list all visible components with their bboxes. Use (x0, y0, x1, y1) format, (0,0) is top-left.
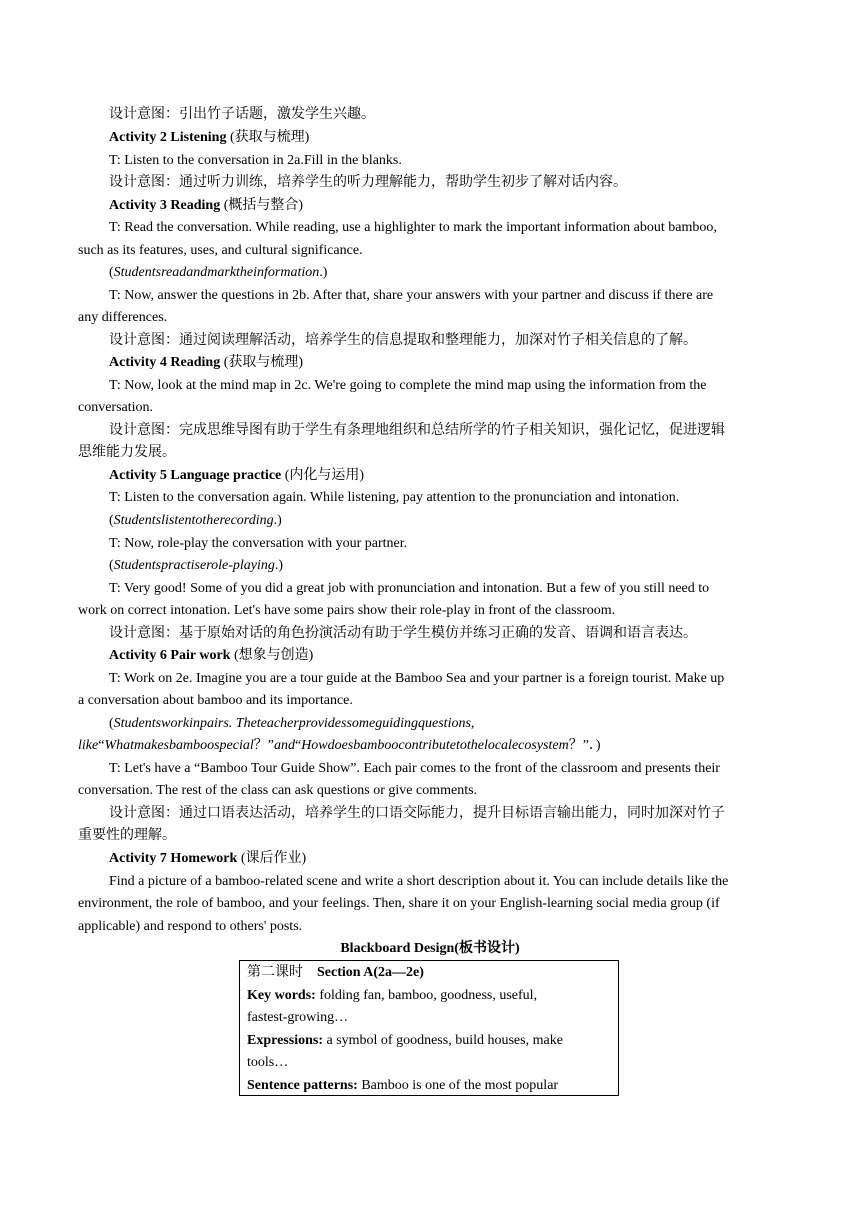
italic-text: Whatmakesbamboospecial (104, 738, 254, 753)
text: 设计意图：完成思维导图有助于学生有条理地组织和总结所学的竹子相关知识，强化记忆，促进逻辑 (109, 423, 725, 438)
activity-title: Activity 2 Listening (109, 130, 227, 145)
text: T: Now, answer the questions in 2b. After that, share your answers with your partner and discuss if there are (109, 288, 714, 303)
italic-text: and (273, 738, 295, 753)
design-intent-1 (0, 106, 860, 123)
text: .) (273, 513, 282, 528)
text: ？” (253, 738, 274, 753)
activity-title: Activity 4 Reading (109, 355, 221, 370)
text: 设计意图：基于原始对话的角色扮演活动有助于学生模仿并练习正确的发音、语调和语言表达。 (109, 626, 697, 641)
italic-text: like (78, 738, 99, 753)
activity-tag: (想象与创造) (230, 648, 314, 663)
paragraph-line (0, 399, 860, 416)
text: ( (109, 558, 114, 573)
sentence-patterns-label: Sentence patterns: (247, 1078, 358, 1093)
activity-title: Activity 7 Homework (109, 851, 238, 866)
italic-text: Studentsworkinpairs (113, 716, 229, 731)
text: conversation. (78, 400, 154, 415)
paragraph-line (0, 873, 860, 890)
text: ( (109, 716, 114, 731)
text: ( (109, 265, 114, 280)
design-intent-5 (0, 625, 860, 642)
text: Find a picture of a bamboo-related scene and write a short description about it. You can include details like the (109, 874, 729, 889)
italic-text: . (228, 716, 236, 731)
text: tools… (247, 1055, 289, 1070)
activity-4-heading (0, 354, 860, 371)
text: 重要性的理解。 (78, 828, 176, 843)
stage-direction-cont (0, 737, 860, 754)
paragraph-line (0, 670, 860, 687)
italic-text: Studentsreadandmarktheinformation (113, 265, 320, 280)
keywords-label: Key words: (247, 988, 316, 1003)
paragraph-line (0, 580, 860, 597)
text: .) (274, 558, 284, 573)
stage-direction (0, 557, 860, 574)
text: 设计意图：通过阅读理解活动，培养学生的信息提取和整理能力，加深对竹子相关信息的了解。 (109, 333, 697, 348)
design-intent-3 (0, 332, 860, 349)
expressions-label: Expressions: (247, 1033, 323, 1048)
board-keywords (247, 987, 537, 1004)
text: T: Let's have a “Bamboo Tour Guide Show”. Each pair comes to the front of the classroom and presents their (109, 761, 720, 776)
paragraph-line (0, 242, 860, 259)
text: “ (294, 738, 302, 753)
text: T: Listen to the conversation again. While listening, pay attention to the pronunciation and intonation. (109, 490, 680, 505)
design-intent-4-cont (0, 444, 860, 461)
text: environment, the role of bamboo, and your feelings. Then, share it on your English-learning social media group (if (78, 896, 720, 911)
activity-tag: (获取与梳理) (226, 130, 310, 145)
paragraph-line (0, 602, 860, 619)
activity-3-heading (0, 197, 860, 214)
text: work on correct intonation. Let's have some pairs show their role-play in front of the classroom. (78, 603, 616, 618)
italic-text: Studentslistentotherecording (113, 513, 274, 528)
stage-direction (0, 512, 860, 529)
paragraph-line (0, 895, 860, 912)
blackboard-title (0, 940, 860, 957)
text: 设计意图：引出竹子话题，激发学生兴趣。 (109, 107, 375, 122)
text: a conversation about bamboo and its importance. (78, 693, 353, 708)
text: T: Very good! Some of you did a great job with pronunciation and intonation. But a few of you still need to (109, 581, 710, 596)
lesson-label: 第二课时 (247, 965, 303, 980)
paragraph-line (0, 782, 860, 799)
activity-tag: (获取与梳理) (220, 355, 304, 370)
paragraph-line (0, 489, 860, 506)
design-intent-6 (0, 805, 860, 822)
activity-title: Activity 6 Pair work (109, 648, 231, 663)
text: 思维能力发展。 (78, 445, 176, 460)
section-label: Section A(2a—2e) (317, 965, 424, 980)
text: any differences. (78, 310, 168, 325)
design-intent-6-cont (0, 827, 860, 844)
text: folding fan, bamboo, goodness, useful, (315, 988, 538, 1003)
text: ( (109, 513, 114, 528)
text: 设计意图：通过口语表达活动，培养学生的口语交际能力，提升目标语言输出能力，同时加深对竹子 (109, 806, 725, 821)
italic-text: Studentspractiserole-playing (113, 558, 275, 573)
text: ？”．) (568, 738, 601, 753)
board-sentence-patterns (247, 1077, 558, 1094)
text: T: Now, role-play the conversation with your partner. (109, 536, 408, 551)
paragraph-line (0, 692, 860, 709)
design-intent-2 (0, 174, 860, 191)
italic-text: Theteacherprovidessomeguidingquestions, (235, 716, 475, 731)
blackboard-box (239, 960, 619, 1096)
text: applicable) and respond to others' posts. (78, 919, 303, 934)
design-intent-4 (0, 422, 860, 439)
activity-6-heading (0, 647, 860, 664)
text: Bamboo is one of the most popular (357, 1078, 559, 1093)
paragraph-line (0, 918, 860, 935)
text: a symbol of goodness, build houses, make (322, 1033, 563, 1048)
activity-title: Activity 3 Reading (109, 198, 221, 213)
paragraph-line (0, 377, 860, 394)
text: T: Work on 2e. Imagine you are a tour guide at the Bamboo Sea and your partner is a foreign tourist. Make up (109, 671, 725, 686)
stage-direction (0, 715, 860, 732)
italic-text: Howdoesbamboocontributetothelocalecosystem (301, 738, 569, 753)
text: .) (319, 265, 328, 280)
paragraph-line (0, 152, 860, 169)
text: T: Now, look at the mind map in 2c. We're going to complete the mind map using the information from the (109, 378, 707, 393)
text: such as its features, uses, and cultural significance. (78, 243, 363, 258)
paragraph-line (0, 219, 860, 236)
paragraph-line (0, 309, 860, 326)
activity-7-heading (0, 850, 860, 867)
board-keywords-cont (247, 1009, 348, 1026)
paragraph-line (0, 535, 860, 552)
activity-tag: (内化与运用) (281, 468, 365, 483)
text: T: Read the conversation. While reading, use a highlighter to mark the important information about bamboo, (109, 220, 717, 235)
activity-tag: (概括与整合) (220, 198, 304, 213)
text: conversation. The rest of the class can ask questions or give comments. (78, 783, 478, 798)
stage-direction (0, 264, 860, 281)
activity-tag: (课后作业) (237, 851, 307, 866)
activity-5-heading (0, 467, 860, 484)
text: T: Listen to the conversation in 2a.Fill in the blanks. (109, 153, 402, 168)
board-expressions (247, 1032, 563, 1049)
activity-2-heading (0, 129, 860, 146)
text: “ (98, 738, 105, 753)
text: 设计意图：通过听力训练，培养学生的听力理解能力，帮助学生初步了解对话内容。 (109, 175, 627, 190)
paragraph-line (0, 760, 860, 777)
text: Blackboard Design(板书设计) (340, 941, 520, 956)
text: fastest-growing… (247, 1010, 349, 1025)
activity-title: Activity 5 Language practice (109, 468, 282, 483)
paragraph-line (0, 287, 860, 304)
board-expressions-cont (247, 1054, 288, 1071)
board-lesson-line (247, 964, 424, 981)
